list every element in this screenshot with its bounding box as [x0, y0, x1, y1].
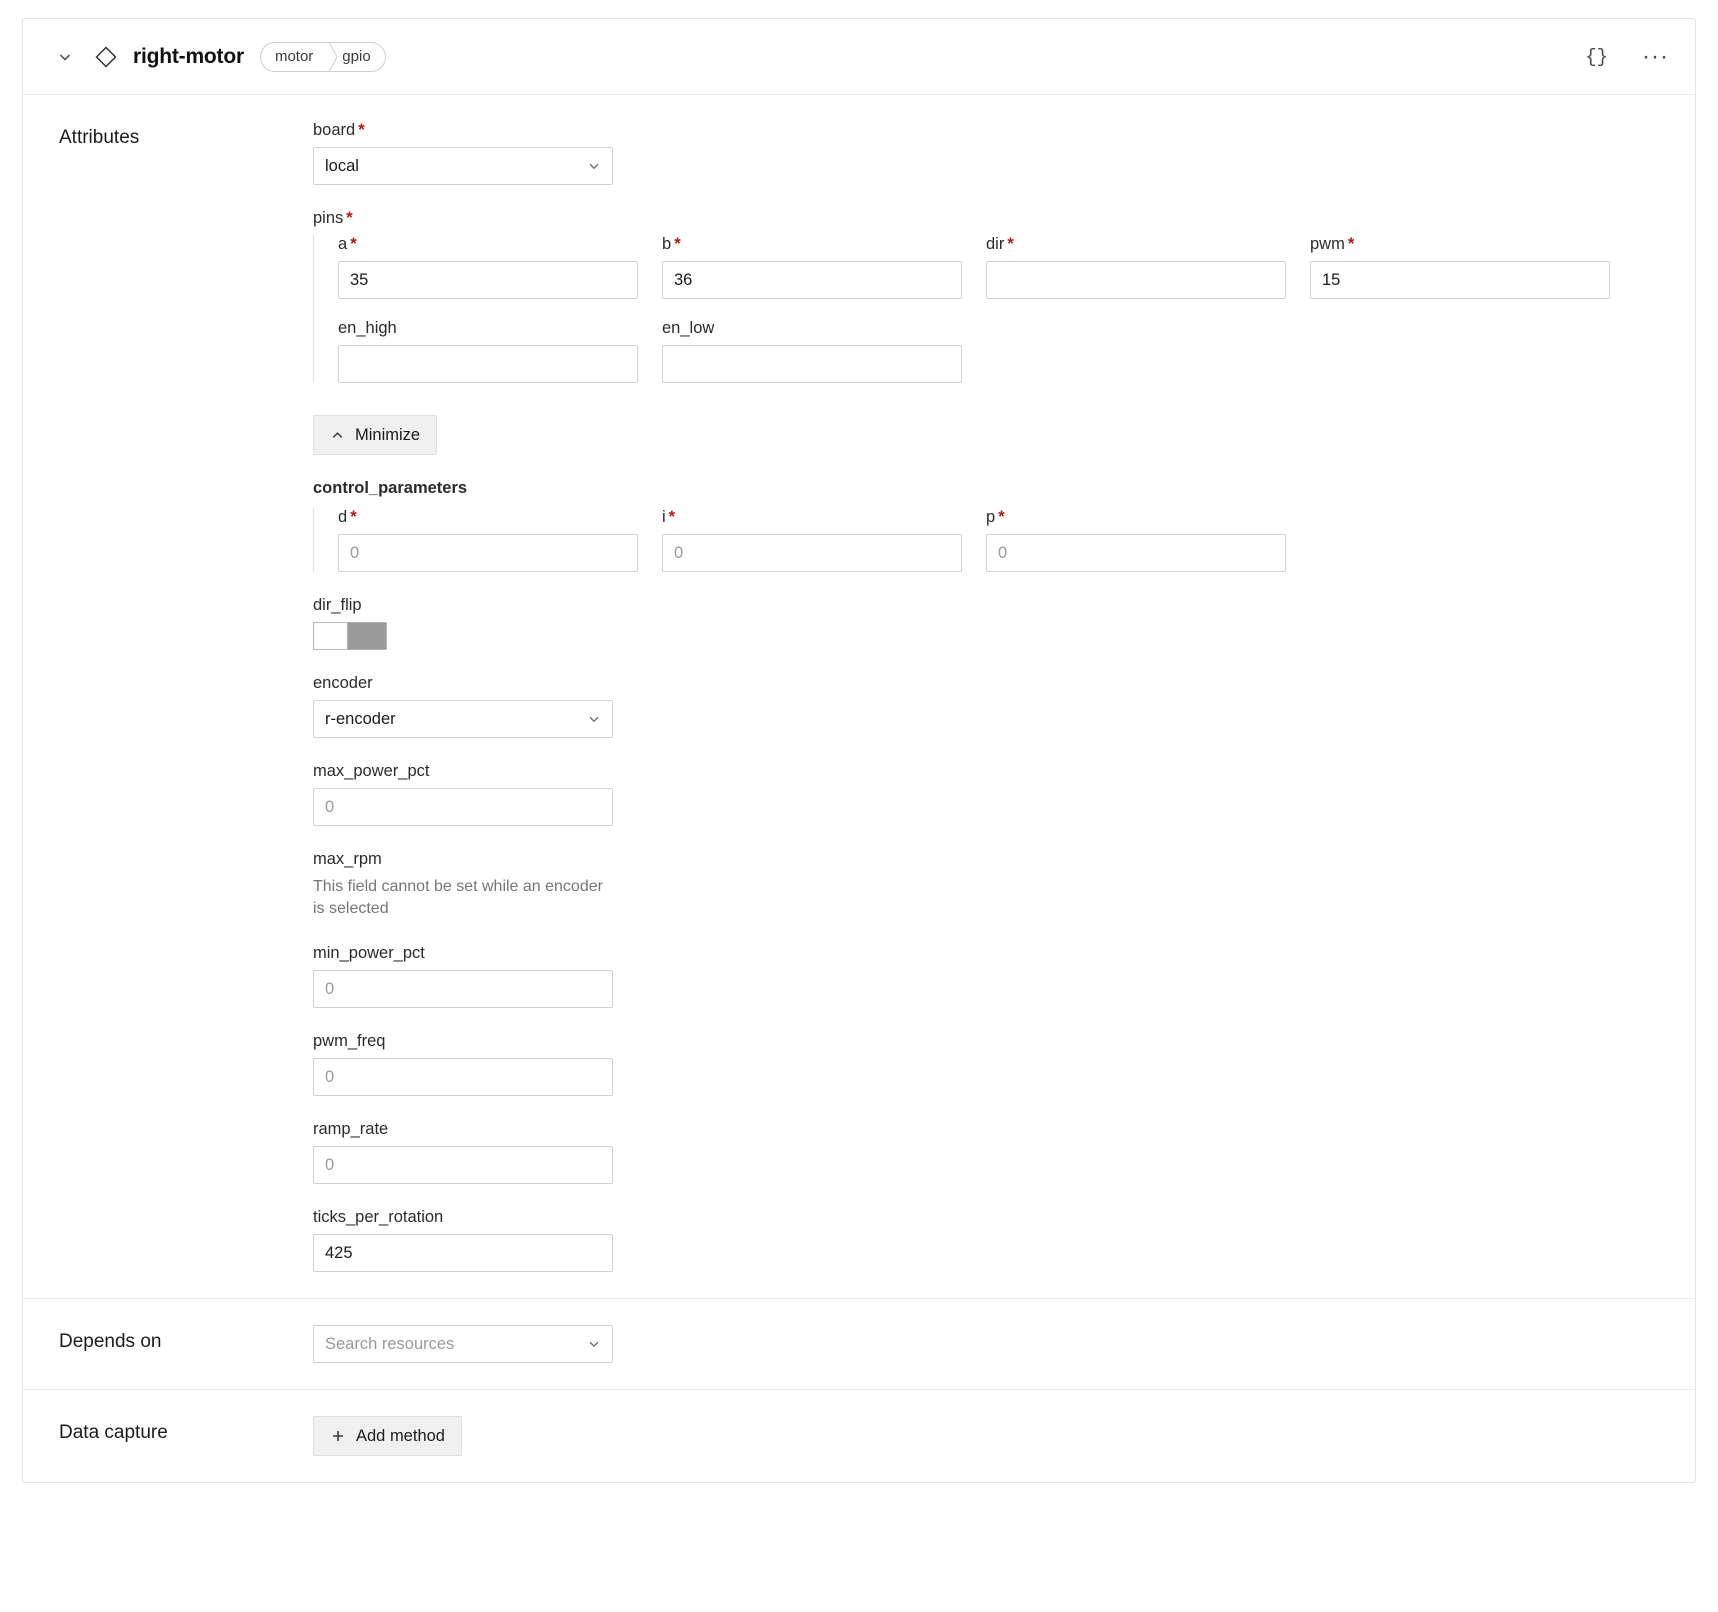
chevron-up-icon	[330, 428, 345, 443]
max-rpm-field	[313, 850, 1665, 920]
pin-dir-label-text: dir	[986, 235, 1005, 253]
control-parameters-row	[338, 508, 1665, 572]
control-param-p-input[interactable]	[986, 534, 1286, 572]
pin-pwm-label	[1310, 235, 1610, 254]
pin-b-label	[662, 235, 962, 254]
board-select[interactable]	[313, 147, 613, 185]
pill-api[interactable]: gpio	[342, 47, 371, 65]
add-method-button-label: Add method	[356, 1426, 445, 1445]
pin-a-label-text: a	[338, 235, 348, 253]
depends-on-section-label: Depends on	[59, 1331, 162, 1353]
pin-en-low-field	[662, 319, 962, 383]
plus-icon	[330, 1428, 346, 1444]
min-power-pct-label: min_power_pct	[313, 944, 425, 963]
pin-en-high-input[interactable]	[338, 345, 638, 383]
ramp-rate-field	[313, 1120, 1665, 1184]
pin-en-low-input[interactable]	[662, 345, 962, 383]
depends-on-section-body	[313, 1325, 1695, 1363]
control-parameters-fields	[313, 508, 1665, 572]
pin-a-field	[338, 235, 638, 299]
more-options-icon[interactable]: ···	[1642, 42, 1669, 70]
pin-a-label	[338, 235, 638, 254]
encoder-field	[313, 674, 1665, 738]
pin-pwm-label-text: pwm	[1310, 235, 1345, 253]
control-param-d-label-text: d	[338, 508, 348, 526]
resource-diamond-icon	[93, 44, 119, 70]
ramp-rate-label: ramp_rate	[313, 1120, 389, 1139]
ticks-per-rotation-input[interactable]	[313, 1234, 613, 1272]
board-required-marker: *	[358, 121, 365, 139]
depends-on-section	[23, 1299, 1695, 1390]
pins-fields	[313, 235, 1665, 383]
max-rpm-help-text: This field cannot be set while an encoder is selected	[313, 878, 603, 918]
ticks-per-rotation-field	[313, 1208, 1665, 1272]
board-select-wrapper	[313, 147, 613, 185]
ticks-per-rotation-label: ticks_per_rotation	[313, 1208, 444, 1227]
depends-on-select-wrapper	[313, 1325, 613, 1363]
pill-model[interactable]: motor	[274, 47, 314, 65]
control-param-p-label-text: p	[986, 508, 996, 526]
control-param-i-field	[662, 508, 962, 572]
pwm-freq-field	[313, 1032, 1665, 1096]
minimize-button-row	[313, 415, 1665, 455]
minimize-button-label: Minimize	[355, 425, 421, 444]
ramp-rate-input[interactable]	[313, 1146, 613, 1184]
pins-row-2	[338, 319, 1665, 383]
dir-flip-label: dir_flip	[313, 596, 362, 614]
dir-flip-field	[313, 596, 1665, 650]
encoder-select[interactable]	[313, 700, 613, 738]
pin-pwm-input[interactable]	[1310, 261, 1610, 299]
pin-dir-label	[986, 235, 1286, 254]
pins-required-marker: *	[346, 209, 353, 227]
control-param-p-field	[986, 508, 1286, 572]
max-rpm-label: max_rpm	[313, 850, 382, 868]
attributes-section-body	[313, 121, 1695, 1272]
pin-a-input[interactable]	[338, 261, 638, 299]
resource-config-card	[22, 18, 1696, 1483]
pill-separator	[327, 42, 328, 72]
control-param-p-label	[986, 508, 1286, 527]
board-label	[313, 121, 1665, 140]
dir-flip-toggle[interactable]	[313, 622, 387, 650]
encoder-label: encoder	[313, 674, 373, 692]
data-capture-section	[23, 1390, 1695, 1482]
pin-b-input[interactable]	[662, 261, 962, 299]
page-title: right-motor	[133, 44, 244, 68]
depends-on-search-input[interactable]	[313, 1325, 613, 1363]
max-power-pct-input[interactable]	[313, 788, 613, 826]
control-parameters-group	[313, 479, 1665, 572]
pins-group	[313, 209, 1665, 383]
control-param-i-label	[662, 508, 962, 527]
control-param-i-required-marker: *	[668, 508, 676, 526]
max-power-pct-label: max_power_pct	[313, 762, 430, 780]
control-parameters-label: control_parameters	[313, 479, 468, 497]
control-param-p-required-marker: *	[998, 508, 1005, 526]
pin-pwm-required-marker: *	[1347, 235, 1355, 253]
card-header	[23, 19, 1695, 95]
control-param-i-label-text: i	[662, 508, 666, 526]
attributes-section-label: Attributes	[59, 127, 140, 148]
control-param-i-input[interactable]	[662, 534, 962, 572]
add-method-button[interactable]	[313, 1416, 462, 1456]
data-capture-section-label: Data capture	[59, 1422, 168, 1444]
pin-a-required-marker: *	[350, 235, 357, 253]
resource-type-pills	[260, 42, 386, 72]
control-param-d-field	[338, 508, 638, 572]
pin-dir-field	[986, 235, 1286, 299]
pin-b-field	[662, 235, 962, 299]
attributes-section	[23, 95, 1695, 1299]
control-param-d-input[interactable]	[338, 534, 638, 572]
pin-en-low-label: en_low	[662, 319, 715, 337]
control-param-d-label	[338, 508, 638, 527]
pin-dir-required-marker: *	[1007, 235, 1014, 253]
data-capture-section-body	[313, 1416, 1695, 1456]
pins-label	[313, 209, 1665, 228]
pin-en-high-label: en_high	[338, 319, 397, 337]
minimize-button[interactable]	[313, 415, 437, 455]
control-param-d-required-marker: *	[350, 508, 357, 526]
pin-en-high-field	[338, 319, 638, 383]
pins-row-1	[338, 235, 1665, 299]
board-label-text: board	[313, 121, 356, 139]
min-power-pct-input[interactable]	[313, 970, 613, 1008]
max-power-pct-field	[313, 762, 1665, 826]
dir-flip-toggle-knob	[314, 623, 348, 649]
pin-b-required-marker: *	[674, 235, 681, 253]
pwm-freq-label: pwm_freq	[313, 1032, 386, 1051]
pin-pwm-field	[1310, 235, 1610, 299]
pin-b-label-text: b	[662, 235, 672, 253]
pins-label-text: pins	[313, 209, 344, 227]
board-field	[313, 121, 1665, 185]
json-braces-icon[interactable]: {}	[1585, 45, 1609, 68]
pin-dir-input[interactable]	[986, 261, 1286, 299]
pwm-freq-input[interactable]	[313, 1058, 613, 1096]
encoder-select-wrapper	[313, 700, 613, 738]
min-power-pct-field	[313, 944, 1665, 1008]
collapse-chevron-icon[interactable]	[53, 45, 77, 69]
